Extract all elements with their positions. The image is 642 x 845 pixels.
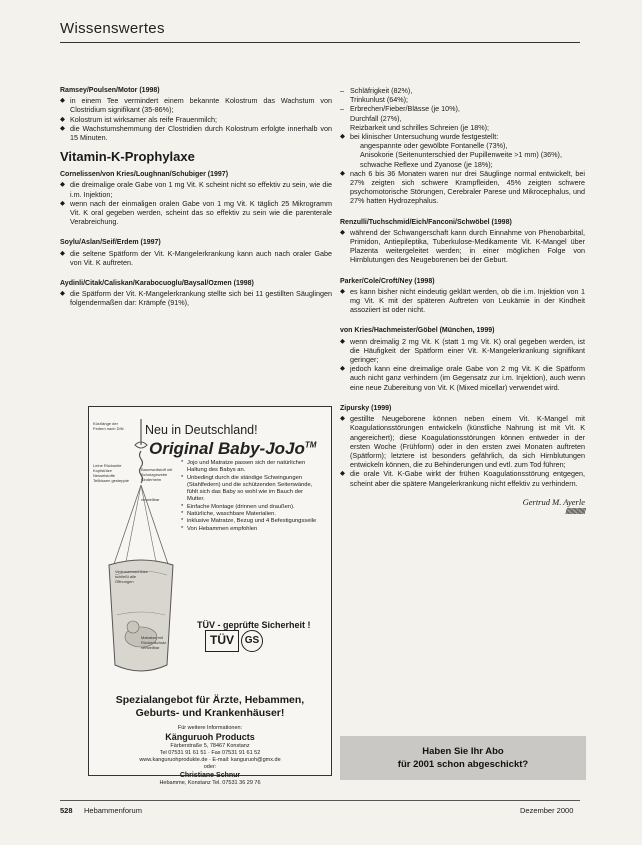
section-heading: Vitamin-K-Prophylaxe bbox=[60, 149, 195, 165]
gs-badge: GS bbox=[241, 630, 263, 652]
author-line: Parker/Cole/Croft/Ney (1998) bbox=[340, 277, 435, 285]
advertisement-box bbox=[88, 406, 332, 786]
contact-detail: Hebamme, Konstanz Tel. 07531 36 29 76 bbox=[159, 780, 261, 786]
bullet-item: ◆ wenn dreimalig 2 mg Vit. K (statt 1 mg Vit. K) oral gegeben werden, ist die Häufigkeit der Spätform einer Vit. K-Mangelerkrankung signifikant geringer; bbox=[340, 337, 585, 365]
ad-contact-block bbox=[89, 725, 331, 787]
author-line: Ramsey/Poulsen/Motor (1998) bbox=[60, 87, 160, 94]
bullet-item: ◆ nach 6 bis 36 Monaten waren nur drei Säuglinge normal entwickelt, bei 27% zeigten sich schwere Krampfleiden, 45% zeigten schwere psychomotorische Störungen, Cerebraler Parese und Mikrocephalus, und 27% hatten Hydrozephalus. bbox=[340, 169, 585, 206]
hammock-callout: Leine Rückseite Kopfstütze Nesselstoffe Teilkissen gesteppte bbox=[93, 463, 130, 483]
publication-name: Hebammenforum bbox=[84, 806, 142, 815]
promo-line: für 2001 schon abgeschickt? bbox=[397, 759, 529, 770]
promo-text bbox=[340, 745, 586, 771]
product-prefix: Original bbox=[149, 439, 218, 458]
company-address: Färberstraße 5, 78467 Konstanz bbox=[170, 743, 250, 749]
bullet-item: ◆ wenn nach der einmaligen oralen Gabe von 1 mg Vit. K täglich 25 Mikrogramm Vit. K oral gegeben werden, scheint das so effektiv zu sein wie die parenterale Verabreichung. bbox=[60, 199, 332, 227]
header-rule bbox=[60, 42, 580, 43]
dash-item: – Schläfrigkeit (82%), bbox=[340, 86, 585, 95]
contact-name: Christiane Schnur bbox=[179, 772, 241, 779]
bullet-item: ◆ die seltene Spätform der Vit. K-Mangelerkrankung kann auch nach oraler Gabe von Vit. K auftreten. bbox=[60, 249, 332, 267]
sub-item: Anisokorie (Seitenunterschied der Pupillenweite >1 mm) (36%), bbox=[360, 150, 562, 160]
bullet-item: ◆ die dreimalige orale Gabe von 1 mg Vit. K scheint nicht so effektiv zu sein, wie die i.m. Injektion; bbox=[60, 180, 332, 198]
company-web: www.kanguruohprodukte.de · E-mail: kanguruoh@gmx.de bbox=[139, 757, 281, 763]
company-name: Känguruoh Products bbox=[165, 732, 255, 742]
feature-item: * Unbedingt durch die ständige Schwingungen (Stahlfedern) und die schützenden Seitenwände, fühlt sich das Baby so wohl wie im Bauch der Mutter. bbox=[181, 475, 321, 504]
bullet-item: ◆ während der Schwangerschaft kann durch Einnahme von Phenobarbital, Primidon, Antiepileptika, Tuberkulose-Medikamente Vit. K-Mangel über Plazenta weitergeleitet werden; in einer möglichen Folge von Hirnblutungen des Neugeborenen bei der Geburt. bbox=[340, 228, 585, 265]
dash-item: – Erbrechen/Fieber/Blässe (je 10%), bbox=[340, 104, 585, 113]
footer-rule bbox=[60, 800, 580, 801]
feature-item: * Von Hebammen empfohlen bbox=[181, 526, 321, 533]
feature-item: * Einfache Montage (drinnen und draußen). bbox=[181, 504, 321, 511]
feature-item: * Natürliche, waschbare Materialien. bbox=[181, 511, 321, 518]
author-line: Renzulli/Tuchschmid/Eich/Fanconi/Schwöbel (1998) bbox=[340, 218, 512, 226]
author-line: Aydinli/Citak/Caliskan/Karabocuoglu/Baysal/Ozmen (1998) bbox=[60, 280, 254, 288]
author-line: Soylu/Aslan/Seif/Erdem (1997) bbox=[60, 239, 161, 247]
sub-item: angespannte oder gewölbte Fontanelle (73%), bbox=[360, 141, 508, 151]
contact-intro: Für weitere Informationen: bbox=[177, 725, 243, 731]
bullet-item: ◆ es kann bisher nicht eindeutig geklärt werden, ob die i.m. Injektion von 1 mg Vit. K mit der späteren Auftreten von Leukämie in der Kindheit assoziiert ist oder nicht. bbox=[340, 287, 585, 315]
promo-line: Haben Sie Ihr Abo bbox=[422, 746, 504, 757]
author-line: Zipursky (1999) bbox=[340, 404, 392, 412]
ad-headline: Neu in Deutschland! bbox=[145, 423, 258, 437]
right-column bbox=[340, 86, 585, 516]
hammock-callout: Kürzlänge der Federn nach DIN bbox=[93, 421, 124, 431]
dash-continuation: Durchfall (27%), bbox=[350, 113, 402, 123]
feature-item: * Jojo und Matratze passen sich der natürlichen Haltung des Babys an. bbox=[181, 460, 321, 475]
dash-continuation: Reizbarkeit und schrilles Schreien (je 18%); bbox=[350, 122, 490, 132]
hammock-callout: Baumwollstoff mit Schutzgewebe Kinderheim bbox=[141, 467, 173, 482]
issue-date: Dezember 2000 bbox=[520, 806, 574, 815]
bullet-item: ◆ bei klinischer Untersuchung wurde festgestellt: bbox=[340, 132, 585, 141]
special-line: Geburts- und Krankenhäuser! bbox=[135, 707, 285, 719]
author-line: Cornelissen/von Kries/Loughnan/Schubiger (1997) bbox=[60, 171, 229, 179]
subscription-promo bbox=[340, 736, 586, 780]
hammock-callout: Matratze mit Rückenschutz verstellbar bbox=[141, 635, 167, 650]
author-signature: Gertrud M. Ayerle bbox=[522, 496, 585, 507]
dash-continuation: Trinkunlust (64%); bbox=[350, 95, 409, 105]
hammock-callout: verstellbar bbox=[141, 497, 160, 502]
ad-product-title bbox=[149, 439, 316, 459]
author-line: von Kries/Hachmeister/Göbel (München, 1999) bbox=[340, 327, 495, 335]
ad-special-offer bbox=[89, 694, 331, 720]
bullet-item: ◆ die Spätform der Vit. K-Mangelerkrankung stellte sich bei 11 gestillten Säuglingen folgendermaßen dar: Krämpfe (91%), bbox=[60, 289, 332, 307]
page-number: 528 bbox=[60, 806, 73, 815]
ad-feature-list bbox=[181, 460, 321, 533]
signature-mark: //////////////// bbox=[565, 506, 585, 516]
bullet-item: ◆ gestillte Neugeborene können neben einem Vit. K-Mangel mit Koagulationsstörungen entwickeln (künstliche Nahrung ist mit Vit. K angereichert); diese Koagulationsstörungen können entweder in der ersten Woche (Frühform) oder in den ersten zwei Monaten auftreten (Spätform); letztere ist besonders gefährlich, da sich Hirnblutungen entwickeln können, die zu Behinderungen und evtl. zum Tod führen; bbox=[340, 414, 585, 469]
sub-item: schwache Reflexe und Zyanose (je 18%); bbox=[360, 159, 493, 169]
special-line: Spezialangebot für Ärzte, Hebammen, bbox=[115, 694, 305, 706]
contact-or: oder: bbox=[203, 764, 217, 770]
product-name: Baby-JoJo bbox=[217, 439, 305, 458]
bullet-item: ◆ Kolostrum ist wirksamer als reife Frauenmilch; bbox=[60, 115, 332, 124]
left-column bbox=[60, 86, 332, 308]
page-title: Wissenswertes bbox=[60, 20, 165, 37]
feature-item: * inklusive Matratze, Bezug und 4 Befestigungsseile bbox=[181, 518, 321, 525]
trademark-mark: TM bbox=[304, 440, 317, 450]
tuv-badge-icon bbox=[205, 630, 263, 652]
bullet-item: ◆ jedoch kann eine dreimalige orale Gabe von 2 mg Vit. K die Spätform auch nicht ganz verhindern (im Gegensatz zur i.m. Injektion), auch wenn eine neue Zubereitung von Vit. K (Mixed micellar) verwendet wird. bbox=[340, 364, 585, 392]
hammock-callout: Vertrauensschluss schließt alle Öffnungen bbox=[115, 569, 148, 584]
tuv-text: TÜV - geprüfte Sicherheit ! bbox=[197, 620, 311, 630]
company-phone: Tel 07531 91 61 51 · Fax 07531 91 61 52 bbox=[159, 750, 261, 756]
bullet-item: ◆ die orale Vit. K-Gabe wirkt der frühen Koagulationsstörung entgegen, scheint aber die spätere Mangelerkrankung nicht effektiv zu verhindern. bbox=[340, 469, 585, 487]
bullet-item: ◆ die Wachstumshemmung der Clostridien durch Kolostrum erfolgte innerhalb von 15 Minuten. bbox=[60, 124, 332, 142]
bullet-item: ◆ in einem Tee vermindert einem bekannte Kolostrum das Wachstum von Clostridium signifikant (35-86%); bbox=[60, 96, 332, 114]
tuv-badge-left: TÜV bbox=[205, 630, 239, 652]
